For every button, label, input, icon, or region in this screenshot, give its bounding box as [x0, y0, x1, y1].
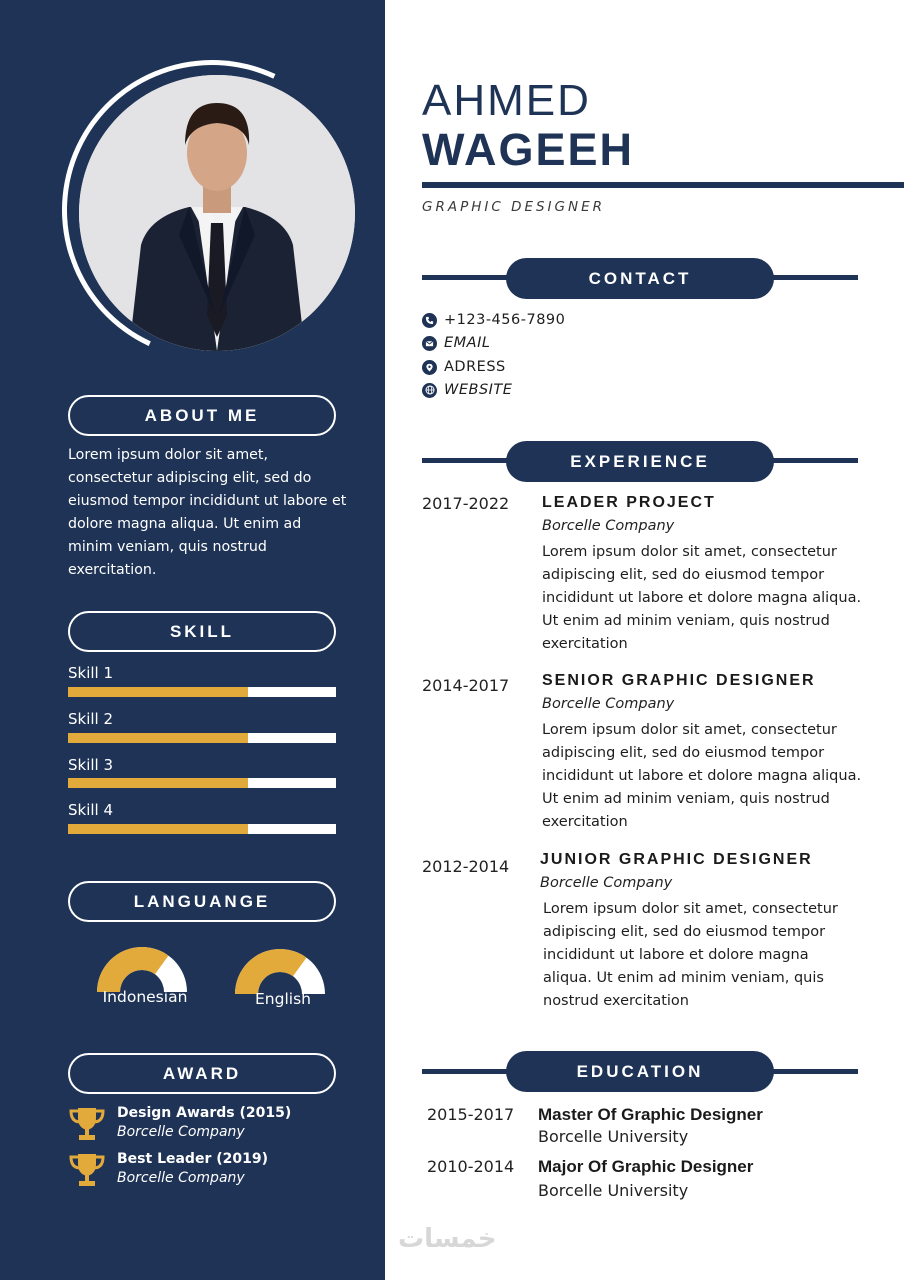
- experience-company: Borcelle Company: [542, 518, 675, 534]
- experience-heading: EXPERIENCE: [506, 441, 774, 482]
- skill-label: Skill 4: [68, 801, 114, 819]
- contact-phone: [422, 310, 565, 330]
- experience-company: Borcelle Company: [540, 875, 673, 891]
- person-portrait-icon: [79, 75, 355, 351]
- skill-bar-fill: [68, 824, 248, 834]
- website-text: WEBSITE: [444, 382, 513, 398]
- profile-photo-frame: [62, 60, 362, 360]
- experience-title: LEADER PROJECT: [542, 494, 716, 511]
- trophy-icon: [68, 1152, 106, 1188]
- experience-company: Borcelle Company: [542, 696, 675, 712]
- experience-years: 2012-2014: [422, 857, 510, 876]
- education-heading: EDUCATION: [506, 1051, 774, 1092]
- job-title: GRAPHIC DESIGNER: [422, 199, 606, 215]
- award-org: Borcelle Company: [117, 1170, 245, 1186]
- education-title: Master Of Graphic Designer: [538, 1105, 763, 1124]
- skill-heading: SKILL: [68, 611, 336, 652]
- first-name: AHMED: [422, 76, 591, 125]
- skill-bar-fill: [68, 733, 248, 743]
- award-heading: AWARD: [68, 1053, 336, 1094]
- language-name: Indonesian: [102, 988, 188, 1006]
- contact-heading: CONTACT: [506, 258, 774, 299]
- contact-address: [422, 357, 506, 377]
- profile-photo: [79, 75, 355, 351]
- education-title: Major Of Graphic Designer: [538, 1157, 754, 1176]
- skill-bar-fill: [68, 687, 248, 697]
- experience-years: 2014-2017: [422, 676, 510, 695]
- award-title: Design Awards (2015): [117, 1105, 292, 1121]
- experience-description: Lorem ipsum dolor sit amet, consectetur adipiscing elit, sed do eiusmod tempor incididunt ut labore et dolore magna aliqua. Ut enim ad minim veniam, quis nostrud exercitation: [543, 901, 838, 1009]
- last-name: WAGEEH: [422, 124, 635, 175]
- about-heading: ABOUT ME: [68, 395, 336, 436]
- experience-years: 2017-2022: [422, 494, 510, 513]
- skill-bar: [68, 687, 336, 697]
- phone-icon: [422, 313, 437, 328]
- skill-bar: [68, 733, 336, 743]
- left-sidebar: [0, 0, 385, 1280]
- education-years: 2015-2017: [427, 1105, 515, 1124]
- about-text: Lorem ipsum dolor sit amet, consectetur adipiscing elit, sed do eiusmod tempor incididunt ut labore et dolore magna aliqua. Ut enim ad minim veniam, quis nostrud exercitation.: [68, 447, 347, 578]
- language-heading: LANGUANGE: [68, 881, 336, 922]
- skill-label: Skill 1: [68, 664, 114, 682]
- language-gauge-fill: [235, 949, 306, 994]
- language-name: English: [255, 990, 311, 1008]
- education-school: Borcelle University: [538, 1181, 689, 1200]
- trophy-icon: [68, 1106, 106, 1142]
- phone-text: +123-456-7890: [444, 312, 566, 328]
- skill-bar: [68, 824, 336, 834]
- skill-label: Skill 3: [68, 756, 114, 774]
- award-org: Borcelle Company: [117, 1124, 245, 1140]
- email-text: EMAIL: [444, 335, 491, 351]
- experience-description: Lorem ipsum dolor sit amet, consectetur adipiscing elit, sed do eiusmod tempor incididunt ut labore et dolore magna aliqua. Ut enim ad minim veniam, quis nostrud exercitation: [542, 722, 862, 830]
- watermark: خمسات: [398, 1224, 497, 1254]
- skill-bar-fill: [68, 778, 248, 788]
- header-divider: [422, 182, 904, 188]
- contact-website: [422, 380, 512, 400]
- skill-bar: [68, 778, 336, 788]
- experience-title: SENIOR GRAPHIC DESIGNER: [542, 672, 816, 689]
- education-school: Borcelle University: [538, 1127, 689, 1146]
- education-years: 2010-2014: [427, 1157, 515, 1176]
- email-icon: [422, 336, 437, 351]
- globe-icon: [422, 383, 437, 398]
- language-gauge-fill: [97, 947, 168, 992]
- address-text: ADRESS: [444, 359, 506, 375]
- experience-title: JUNIOR GRAPHIC DESIGNER: [540, 851, 813, 868]
- award-title: Best Leader (2019): [117, 1151, 268, 1167]
- experience-description: Lorem ipsum dolor sit amet, consectetur adipiscing elit, sed do eiusmod tempor incididunt ut labore et dolore magna aliqua. Ut enim ad minim veniam, quis nostrud exercitation: [542, 544, 862, 652]
- location-pin-icon: [422, 360, 437, 375]
- contact-email: [422, 333, 490, 353]
- skill-label: Skill 2: [68, 710, 114, 728]
